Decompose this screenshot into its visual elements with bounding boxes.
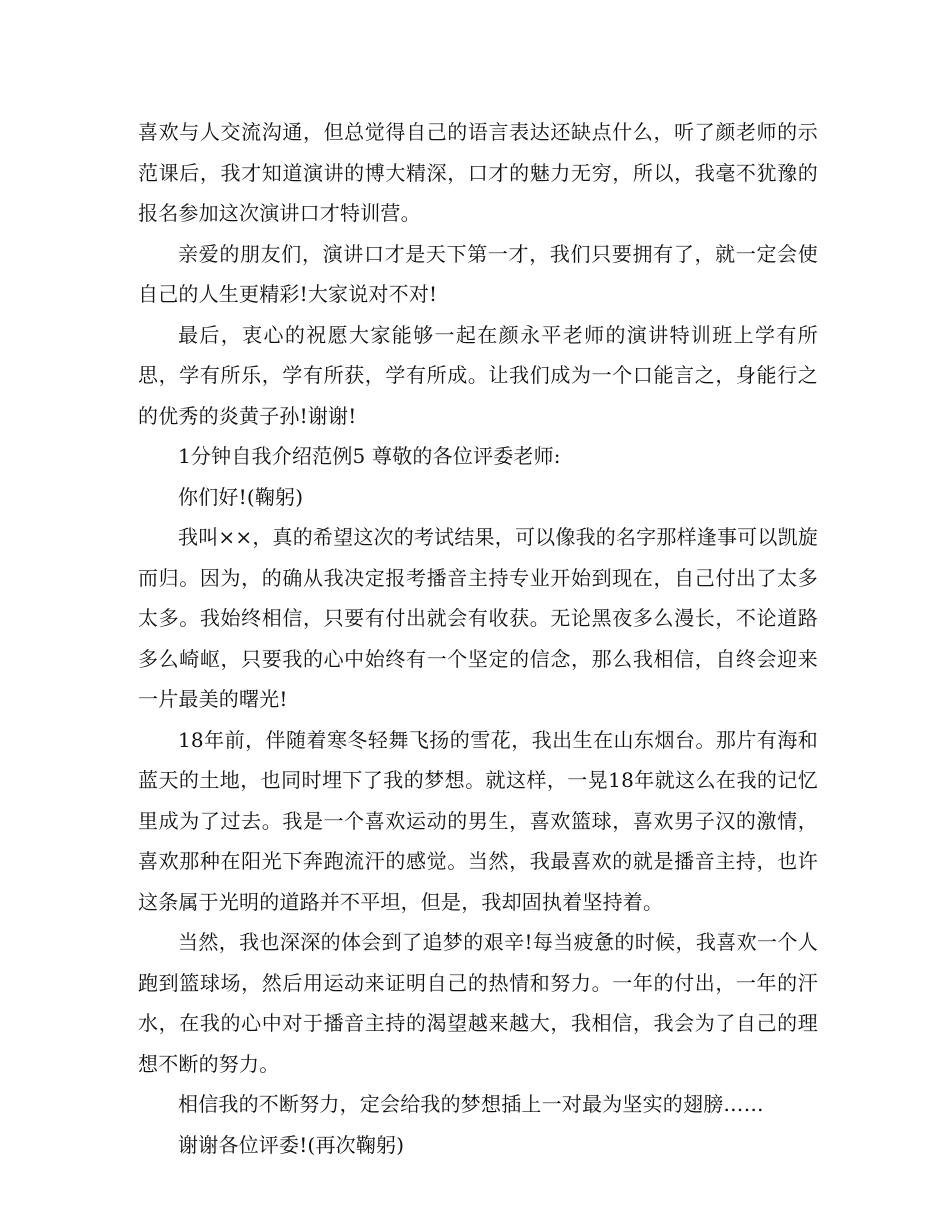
greeting-line: 你们好!(鞠躬) bbox=[178, 484, 304, 509]
paragraph-9: 相信我的不断努力，定会给我的梦想插上一对最为坚实的翅膀…… bbox=[178, 1092, 764, 1116]
paragraph-7: 18年前，伴随着寒冬轻舞飞扬的雪花，我出生在山东烟台。那片有海和蓝天的土地，也同时埋下了我的梦想。就这样，一晃18年就这么在我的记忆里成为了过去。我是一个喜欢运动的男生，喜欢篮球，喜欢男子汉的激情，喜欢那种在阳光下奔跑流汗的感觉。当然，我最喜欢的就是播音主持，也许这条属于光明的道路并不平坦，但是，我却固执着坚持着。 bbox=[138, 727, 818, 914]
paragraph-6: 我叫××，真的希望这次的考试结果，可以像我的名字那样逢事可以凯旋而归。因为，的确从我决定报考播音主持专业开始到现在，自己付出了太多太多。我始终相信，只要有付出就会有收获。无论黑夜多么漫长，不论道路多么崎岖，只要我的心中始终有一个坚定的信念，那么我相信，自终会迎来一片最美的曙光! bbox=[138, 525, 818, 711]
paragraph-3: 最后，衷心的祝愿大家能够一起在颜永平老师的演讲特训班上学有所思，学有所乐，学有所获，学有所成。让我们成为一个口能言之，身能行之的优秀的炎黄子孙!谢谢! bbox=[138, 322, 818, 428]
closing-line: 谢谢各位评委!(再次鞠躬) bbox=[178, 1132, 405, 1157]
paragraph-2: 亲爱的朋友们，演讲口才是天下第一才，我们只要拥有了，就一定会使自己的人生更精彩!大家说对不对! bbox=[138, 241, 818, 306]
section-heading: 1分钟自我介绍范例5 尊敬的各位评委老师: bbox=[178, 444, 561, 468]
document-body bbox=[138, 112, 818, 1165]
paragraph-8: 当然，我也深深的体会到了追梦的艰辛!每当疲惫的时候，我喜欢一个人跑到篮球场，然后用运动来证明自己的热情和努力。一年的付出，一年的汗水，在我的心中对于播音主持的渴望越来越大，我相信，我会为了自己的理想不断的努力。 bbox=[138, 930, 818, 1076]
paragraph-1: 喜欢与人交流沟通，但总觉得自己的语言表达还缺点什么，听了颜老师的示范课后，我才知道演讲的博大精深，口才的魅力无穷，所以，我毫不犹豫的报名参加这次演讲口才特训营。 bbox=[138, 120, 818, 225]
